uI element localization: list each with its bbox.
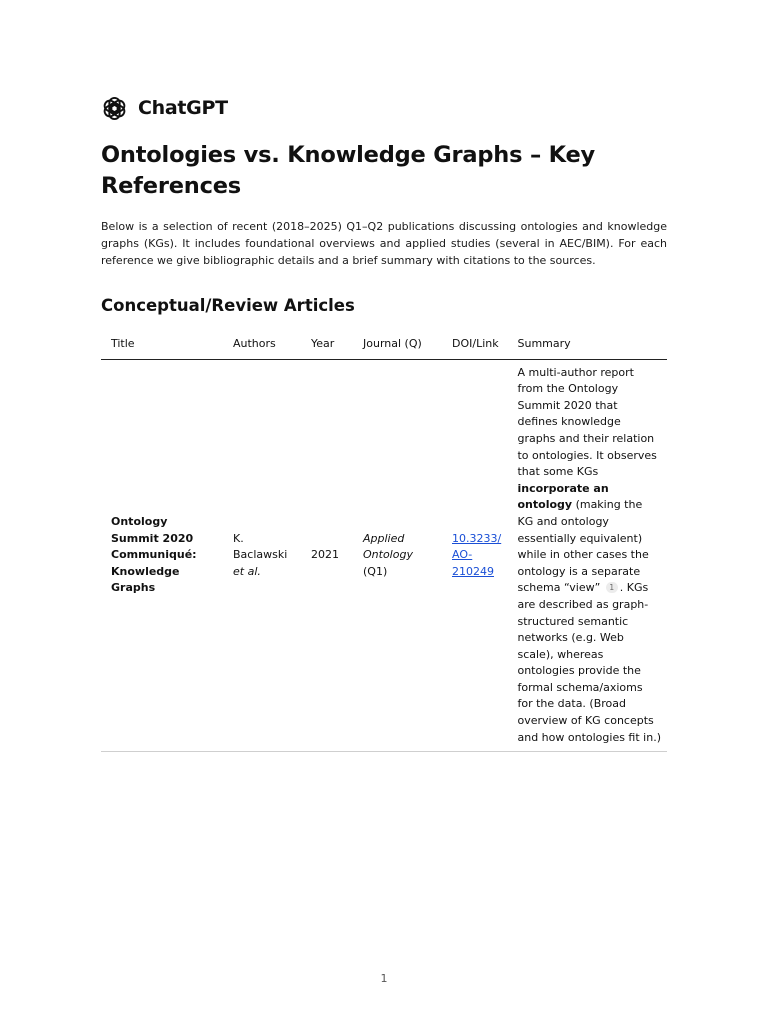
column-header-title: Title bbox=[101, 330, 223, 359]
reference-year: 2021 bbox=[301, 359, 353, 752]
page-number: 1 bbox=[380, 972, 388, 985]
reference-journal bbox=[353, 359, 442, 752]
summary-text: (making the KG and ontology essentially equivalent) while in other cases the ontology is a separate schema “view” bbox=[517, 498, 649, 595]
intro-paragraph: Below is a selection of recent (2018–2025) Q1–Q2 publications discussing ontologies and knowledge graphs (KGs). It includes foundational overviews and applied studies (several in AEC/BIM). For each reference we give bibliographic details and a brief summary with citations to the sources. bbox=[101, 220, 667, 267]
table-header-row bbox=[101, 330, 667, 359]
document-title: Ontologies vs. Knowledge Graphs – Key References bbox=[101, 142, 595, 199]
brand-name: ChatGPT bbox=[138, 97, 228, 119]
table-row bbox=[101, 359, 667, 752]
column-header-doi: DOI/Link bbox=[442, 330, 507, 359]
references-table bbox=[101, 330, 667, 752]
reference-title: Ontology Summit 2020 Communiqué: Knowledge Graphs bbox=[101, 359, 223, 752]
doi-link[interactable] bbox=[452, 532, 501, 578]
authors-etal: et al. bbox=[233, 564, 261, 578]
section-heading: Conceptual/Review Articles bbox=[101, 296, 355, 315]
brand-header bbox=[101, 94, 667, 122]
doi-link-part2[interactable]: AO-210249 bbox=[452, 548, 494, 578]
column-header-year: Year bbox=[301, 330, 353, 359]
column-header-summary: Summary bbox=[507, 330, 667, 359]
reference-authors bbox=[223, 359, 301, 752]
reference-doi bbox=[442, 359, 507, 752]
authors-name: K. Baclawski bbox=[233, 531, 288, 562]
column-header-authors: Authors bbox=[223, 330, 301, 359]
doi-link-part1[interactable]: 10.3233/ bbox=[452, 531, 502, 545]
citation-badge[interactable]: 1 bbox=[606, 582, 618, 593]
journal-quartile: (Q1) bbox=[363, 564, 388, 578]
openai-logo-icon bbox=[101, 95, 128, 122]
column-header-journal: Journal (Q) bbox=[353, 330, 442, 359]
journal-name: Applied Ontology bbox=[363, 531, 413, 562]
reference-summary bbox=[507, 359, 667, 752]
summary-text: . KGs are described as graph-structured semantic networks (e.g. Web scale), whereas ontologies provide the formal schema/axioms for the data. (Broad overview of KG concepts and how ontologies fit in.) bbox=[517, 581, 661, 744]
document-page bbox=[101, 94, 667, 752]
summary-emphasis: incorporate an ontology bbox=[517, 481, 609, 512]
summary-text: A multi-author report from the Ontology Summit 2020 that defines knowledge graphs and their relation to ontologies. It observes that some KGs bbox=[517, 365, 657, 479]
